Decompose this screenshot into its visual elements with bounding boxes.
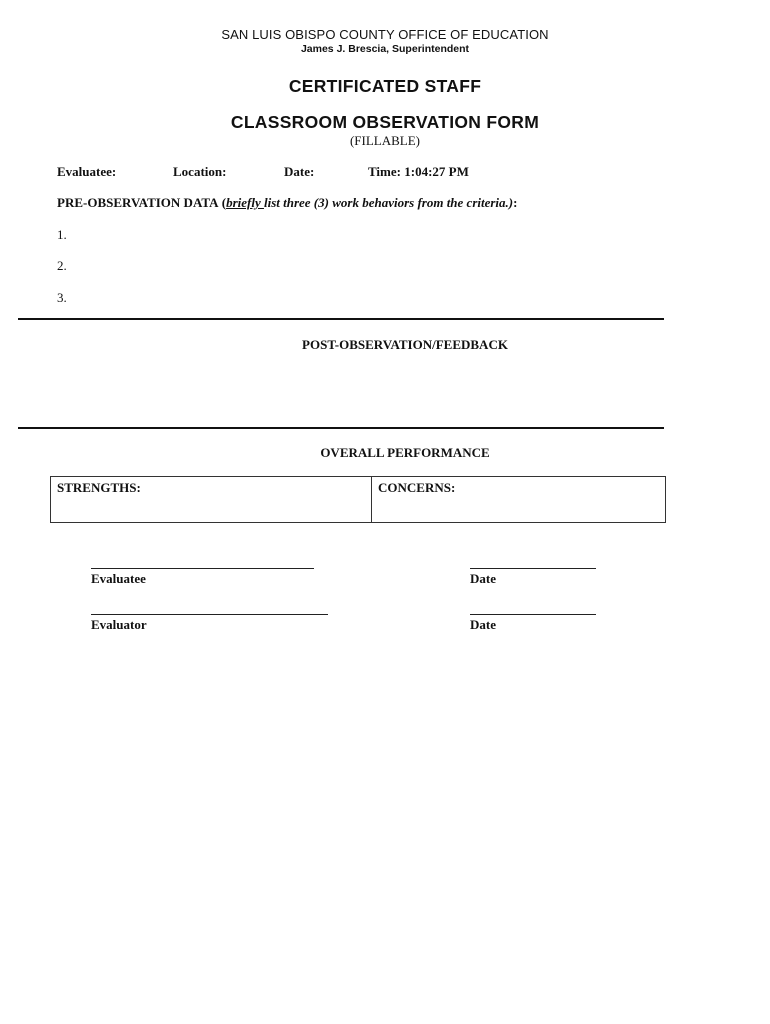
time-field-label: Time: bbox=[368, 164, 401, 179]
evaluator-signature-label: Evaluator bbox=[91, 617, 147, 632]
pre-observation-item-2[interactable]: 2. bbox=[57, 258, 67, 273]
time-field-value: 1:04:27 PM bbox=[404, 164, 469, 179]
overall-performance-heading: OVERALL PERFORMANCE bbox=[320, 445, 490, 460]
pre-observation-heading: PRE-OBSERVATION DATA bbox=[57, 195, 219, 210]
evaluator-signature-line[interactable] bbox=[91, 614, 328, 615]
time-field bbox=[368, 164, 469, 180]
instruction-colon: : bbox=[513, 195, 518, 210]
form-title-line-1: CERTIFICATED STAFF bbox=[288, 76, 482, 96]
date-field-label: Date: bbox=[284, 164, 315, 179]
pre-observation-item-1[interactable]: 1. bbox=[57, 227, 67, 242]
instruction-paren: ( bbox=[221, 195, 227, 210]
evaluator-date-label: Date bbox=[470, 617, 496, 632]
performance-table bbox=[50, 476, 666, 523]
section-divider-2 bbox=[18, 427, 664, 429]
evaluatee-date-label: Date bbox=[470, 571, 496, 586]
pre-observation-item-3[interactable]: 3. bbox=[57, 290, 67, 305]
form-title-line-2: CLASSROOM OBSERVATION FORM bbox=[230, 112, 540, 132]
location-field-label: Location: bbox=[173, 164, 227, 179]
post-observation-heading: POST-OBSERVATION/FEEDBACK bbox=[302, 337, 508, 352]
pre-observation-heading-line bbox=[57, 195, 517, 211]
evaluatee-field-label: Evaluatee: bbox=[57, 164, 117, 179]
instruction-briefly: briefly bbox=[226, 195, 264, 210]
concerns-label: CONCERNS: bbox=[378, 480, 456, 495]
strengths-label: STRENGTHS: bbox=[57, 480, 141, 495]
evaluatee-date-line[interactable] bbox=[470, 568, 596, 569]
evaluator-date-line[interactable] bbox=[470, 614, 596, 615]
evaluatee-signature-line[interactable] bbox=[91, 568, 314, 569]
evaluatee-signature-label: Evaluatee bbox=[91, 571, 146, 586]
instruction-text: list three (3) work behaviors from the criteria.) bbox=[263, 195, 514, 210]
concerns-cell[interactable] bbox=[372, 477, 665, 522]
organization-name: SAN LUIS OBISPO COUNTY OFFICE OF EDUCATION bbox=[221, 27, 549, 42]
section-divider-1 bbox=[18, 318, 664, 320]
superintendent-name: James J. Brescia, Superintendent bbox=[300, 43, 470, 55]
fillable-note: (FILLABLE) bbox=[349, 133, 421, 148]
strengths-cell[interactable] bbox=[51, 477, 372, 522]
